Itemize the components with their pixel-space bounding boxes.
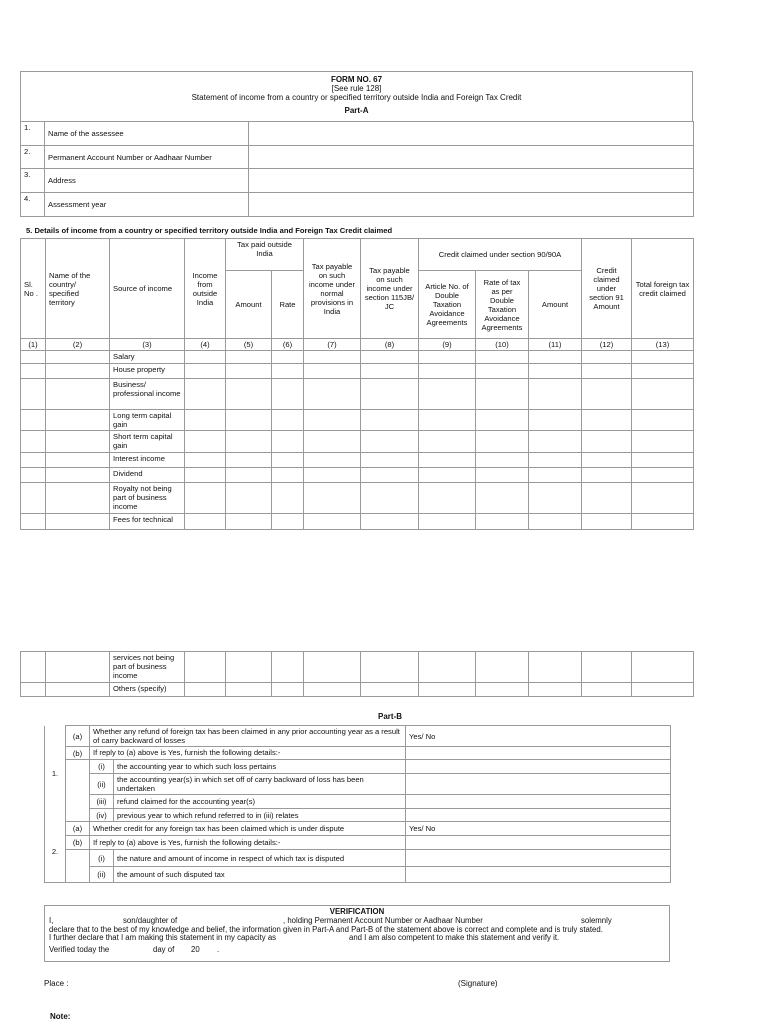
col-number: (11)	[529, 339, 582, 351]
income-value-cell[interactable]	[46, 468, 110, 483]
income-value-cell[interactable]	[529, 514, 582, 530]
income-value-cell[interactable]	[304, 514, 361, 530]
income-table	[20, 238, 694, 530]
income-value-cell[interactable]	[185, 431, 226, 453]
income-value-cell[interactable]	[46, 652, 110, 683]
part-a-row-no: 2.	[21, 146, 45, 169]
q2-sub-spacer	[66, 850, 90, 883]
q1-sub-text: previous year to which refund referred to in (iii) relates	[114, 809, 406, 822]
income-value-cell[interactable]	[632, 468, 694, 483]
income-value-cell[interactable]	[419, 410, 476, 431]
income-value-cell[interactable]	[226, 351, 272, 364]
income-source-cell: Salary	[110, 351, 185, 364]
part-a-row-value[interactable]	[249, 169, 694, 193]
income-value-cell[interactable]	[632, 483, 694, 514]
part-a-row-label: Name of the assessee	[45, 122, 249, 146]
income-value-cell[interactable]	[419, 483, 476, 514]
income-value-cell[interactable]	[582, 514, 632, 530]
income-row	[21, 364, 694, 379]
income-value-cell[interactable]	[185, 652, 226, 683]
income-value-cell[interactable]	[185, 468, 226, 483]
income-value-cell[interactable]	[21, 453, 46, 468]
col-number: (3)	[110, 339, 185, 351]
header-slno: Sl. No .	[21, 239, 46, 339]
part-a-row-label: Assessment year	[45, 193, 249, 217]
part-a-row-value[interactable]	[249, 122, 694, 146]
note-label: Note:	[50, 1012, 71, 1021]
income-value-cell[interactable]	[632, 453, 694, 468]
income-value-cell[interactable]	[272, 453, 304, 468]
q1-sub-label: (ii)	[90, 774, 114, 795]
income-value-cell[interactable]	[582, 468, 632, 483]
income-value-cell[interactable]	[529, 431, 582, 453]
income-row	[21, 468, 694, 483]
income-value-cell[interactable]	[185, 410, 226, 431]
income-value-cell[interactable]	[226, 410, 272, 431]
income-row	[21, 683, 694, 697]
part-b-title: Part-B	[378, 712, 403, 721]
income-value-cell[interactable]	[185, 683, 226, 697]
q2-a-text: Whether credit for any foreign tax has been claimed which is under dispute	[90, 822, 406, 836]
verification-pan-text: , holding Permanent Account Number or Aadhaar Number	[283, 915, 483, 925]
income-value-cell[interactable]	[272, 351, 304, 364]
income-value-cell[interactable]	[272, 379, 304, 410]
header-credit-9090a: Credit claimed under section 90/90A	[419, 239, 582, 271]
income-value-cell[interactable]	[529, 453, 582, 468]
income-value-cell[interactable]	[529, 379, 582, 410]
income-value-cell[interactable]	[632, 652, 694, 683]
income-value-cell[interactable]	[361, 410, 419, 431]
income-value-cell[interactable]	[361, 468, 419, 483]
income-value-cell[interactable]	[632, 410, 694, 431]
form-subtitle: Statement of income from a country or specified territory outside India and Foreign Tax Credit	[191, 93, 522, 102]
col-number: (2)	[46, 339, 110, 351]
q1-sub-label: (i)	[90, 760, 114, 774]
q2-sub-text: the amount of such disputed tax	[114, 867, 406, 883]
col-number: (13)	[632, 339, 694, 351]
verification-year: 20	[191, 945, 200, 955]
income-value-cell[interactable]	[304, 431, 361, 453]
income-value-cell[interactable]	[185, 351, 226, 364]
income-value-cell[interactable]	[582, 652, 632, 683]
income-value-cell[interactable]	[419, 652, 476, 683]
col-number: (12)	[582, 339, 632, 351]
q2-b-answer[interactable]	[406, 836, 671, 850]
verification-son-daughter: son/daughter of	[123, 915, 178, 925]
q1-sub-answer[interactable]	[406, 795, 671, 809]
income-value-cell[interactable]	[272, 483, 304, 514]
verification-competent: and I am also competent to make this statement and verify it.	[349, 933, 560, 943]
q1-a-label: (a)	[66, 726, 90, 747]
income-value-cell[interactable]	[419, 514, 476, 530]
part-b-table	[44, 725, 671, 883]
income-source-cell: Others (specify)	[110, 683, 185, 697]
income-value-cell[interactable]	[304, 410, 361, 431]
income-value-cell[interactable]	[272, 410, 304, 431]
income-value-cell[interactable]	[632, 364, 694, 379]
income-value-cell[interactable]	[226, 364, 272, 379]
part-a-row-no: 3.	[21, 169, 45, 193]
q1-a-answer[interactable]: Yes/ No	[406, 726, 671, 747]
income-source-cell: Long term capital gain	[110, 410, 185, 431]
income-value-cell[interactable]	[632, 379, 694, 410]
income-value-cell[interactable]	[304, 351, 361, 364]
header-normal: Tax payable on such income under normal provisions in India	[304, 239, 361, 339]
income-value-cell[interactable]	[304, 683, 361, 697]
q1-sub-text: the accounting year to which such loss pertains	[114, 760, 406, 774]
income-row	[21, 431, 694, 453]
income-value-cell[interactable]	[21, 410, 46, 431]
income-value-cell[interactable]	[582, 431, 632, 453]
q2-sub-label: (ii)	[90, 867, 114, 883]
income-value-cell[interactable]	[272, 652, 304, 683]
income-value-cell[interactable]	[476, 431, 529, 453]
q1-sub-text: refund claimed for the accounting year(s)	[114, 795, 406, 809]
verification-declare: declare that to the best of my knowledge and belief, the information given in Part-A and Part-B of the statement above is correct and complete and is truly stated.	[49, 924, 603, 934]
income-value-cell[interactable]	[185, 453, 226, 468]
verification-capacity: I further declare that I am making this statement in my capacity as	[49, 933, 277, 943]
income-value-cell[interactable]	[419, 468, 476, 483]
income-value-cell[interactable]	[529, 483, 582, 514]
income-value-cell[interactable]	[185, 483, 226, 514]
verification-period: .	[217, 945, 220, 955]
income-value-cell[interactable]	[185, 514, 226, 530]
part-a-row-value[interactable]	[249, 146, 694, 169]
place-label: Place :	[44, 979, 69, 988]
income-value-cell[interactable]	[419, 364, 476, 379]
form-rule: [See rule 128]	[331, 84, 382, 93]
q1-sub-label: (iii)	[90, 795, 114, 809]
income-value-cell[interactable]	[21, 514, 46, 530]
income-value-cell[interactable]	[529, 410, 582, 431]
income-value-cell[interactable]	[21, 379, 46, 410]
income-value-cell[interactable]	[632, 431, 694, 453]
income-value-cell[interactable]	[21, 351, 46, 364]
income-value-cell[interactable]	[272, 683, 304, 697]
income-row	[21, 652, 694, 683]
income-value-cell[interactable]	[226, 431, 272, 453]
income-value-cell[interactable]	[476, 379, 529, 410]
income-value-cell[interactable]	[21, 364, 46, 379]
col-number: (1)	[21, 339, 46, 351]
income-row	[21, 514, 694, 530]
income-value-cell[interactable]	[226, 468, 272, 483]
part-a-title: Part-A	[344, 106, 369, 115]
col-number: (6)	[272, 339, 304, 351]
col-number: (4)	[185, 339, 226, 351]
q2-a-answer[interactable]: Yes/ No	[406, 822, 671, 836]
income-value-cell[interactable]	[272, 468, 304, 483]
income-value-cell[interactable]	[529, 683, 582, 697]
header-dtaa-rate: Rate of tax as per Double Taxation Avoidance Agreements	[476, 271, 529, 339]
income-value-cell[interactable]	[361, 364, 419, 379]
header-source: Source of income	[110, 239, 185, 339]
q1-sub-answer[interactable]	[406, 760, 671, 774]
income-value-cell[interactable]	[272, 514, 304, 530]
income-value-cell[interactable]	[304, 453, 361, 468]
col-number: (8)	[361, 339, 419, 351]
income-value-cell[interactable]	[632, 514, 694, 530]
income-source-cell: services not being part of business income	[110, 652, 185, 683]
income-value-cell[interactable]	[304, 468, 361, 483]
part-a-row-label: Address	[45, 169, 249, 193]
section-5-title: 5. Details of income from a country or specified territory outside India and Foreign Tax Credit claimed	[26, 226, 393, 235]
part-a-row-label: Permanent Account Number or Aadhaar Number	[45, 146, 249, 169]
income-row	[21, 483, 694, 514]
part-a-row-no: 1.	[21, 122, 45, 146]
q2-sub-answer[interactable]	[406, 867, 671, 883]
income-value-cell[interactable]	[46, 379, 110, 410]
part-a-row-value[interactable]	[249, 193, 694, 217]
income-value-cell[interactable]	[419, 379, 476, 410]
q2-sub-label: (i)	[90, 850, 114, 867]
income-value-cell[interactable]	[419, 431, 476, 453]
income-source-cell: Business/ professional income	[110, 379, 185, 410]
header-country: Name of the country/ specified territory	[46, 239, 110, 339]
income-value-cell[interactable]	[226, 652, 272, 683]
income-value-cell[interactable]	[21, 683, 46, 697]
income-source-cell: Royalty not being part of business income	[110, 483, 185, 514]
income-value-cell[interactable]	[46, 683, 110, 697]
income-source-cell: Dividend	[110, 468, 185, 483]
income-value-cell[interactable]	[476, 351, 529, 364]
header-rate: Rate	[272, 271, 304, 339]
income-value-cell[interactable]	[185, 364, 226, 379]
verification-day-of: day of	[153, 945, 175, 955]
header-taxpaid: Tax paid outside India	[226, 239, 304, 271]
income-row	[21, 351, 694, 364]
q2-sub-text: the nature and amount of income in respect of which tax is disputed	[114, 850, 406, 867]
income-value-cell[interactable]	[46, 483, 110, 514]
income-value-cell[interactable]	[419, 351, 476, 364]
income-value-cell[interactable]	[361, 351, 419, 364]
header-sec91: Credit claimed under section 91 Amount	[582, 239, 632, 339]
income-value-cell[interactable]	[582, 364, 632, 379]
q2-a-label: (a)	[66, 822, 90, 836]
income-row	[21, 453, 694, 468]
form-number: FORM NO. 67	[330, 75, 383, 84]
verification-title: VERIFICATION	[329, 907, 385, 916]
income-value-cell[interactable]	[529, 652, 582, 683]
q1-sub-spacer	[66, 760, 90, 822]
income-value-cell[interactable]	[476, 468, 529, 483]
income-value-cell[interactable]	[361, 514, 419, 530]
q1-sub-answer[interactable]	[406, 809, 671, 822]
income-source-cell: Fees for technical	[110, 514, 185, 530]
income-value-cell[interactable]	[476, 410, 529, 431]
income-value-cell[interactable]	[185, 379, 226, 410]
header-mat: Tax payable on such income under section 115JB/ JC	[361, 239, 419, 339]
income-value-cell[interactable]	[46, 351, 110, 364]
income-value-cell[interactable]	[21, 483, 46, 514]
income-value-cell[interactable]	[361, 431, 419, 453]
q1-number: 1.	[45, 726, 66, 822]
income-value-cell[interactable]	[582, 379, 632, 410]
income-value-cell[interactable]	[529, 364, 582, 379]
income-value-cell[interactable]	[419, 453, 476, 468]
income-value-cell[interactable]	[46, 431, 110, 453]
form-header	[20, 71, 693, 121]
q2-sub-answer[interactable]	[406, 850, 671, 867]
income-value-cell[interactable]	[476, 483, 529, 514]
income-value-cell[interactable]	[46, 364, 110, 379]
q1-b-answer[interactable]	[406, 747, 671, 760]
income-value-cell[interactable]	[476, 514, 529, 530]
q1-b-text: If reply to (a) above is Yes, furnish the following details:-	[90, 747, 406, 760]
income-value-cell[interactable]	[21, 468, 46, 483]
q1-sub-text: the accounting year(s) in which set off of carry backward of loss has been undertaken	[114, 774, 406, 795]
income-value-cell[interactable]	[304, 483, 361, 514]
q1-sub-answer[interactable]	[406, 774, 671, 795]
q1-b-label: (b)	[66, 747, 90, 760]
income-source-cell: Short term capital gain	[110, 431, 185, 453]
header-credit-amount: Amount	[529, 271, 582, 339]
income-source-cell: House property	[110, 364, 185, 379]
income-value-cell[interactable]	[46, 514, 110, 530]
income-value-cell[interactable]	[361, 652, 419, 683]
income-value-cell[interactable]	[272, 431, 304, 453]
income-value-cell[interactable]	[582, 410, 632, 431]
part-a-row-no: 4.	[21, 193, 45, 217]
part-a-table	[20, 121, 694, 217]
q2-b-text: If reply to (a) above is Yes, furnish the following details:-	[90, 836, 406, 850]
income-value-cell[interactable]	[582, 351, 632, 364]
header-income: Income from outside India	[185, 239, 226, 339]
income-value-cell[interactable]	[632, 351, 694, 364]
income-value-cell[interactable]	[529, 468, 582, 483]
income-value-cell[interactable]	[582, 483, 632, 514]
income-value-cell[interactable]	[21, 431, 46, 453]
income-value-cell[interactable]	[46, 410, 110, 431]
header-article: Article No. of Double Taxation Avoidance Agreements	[419, 271, 476, 339]
income-value-cell[interactable]	[46, 453, 110, 468]
q2-b-label: (b)	[66, 836, 90, 850]
income-value-cell[interactable]	[476, 683, 529, 697]
header-total: Total foreign tax credit claimed	[632, 239, 694, 339]
q1-a-text: Whether any refund of foreign tax has been claimed in any prior accounting year as a result of carry backward of losses	[90, 726, 406, 747]
col-number: (7)	[304, 339, 361, 351]
income-value-cell[interactable]	[304, 652, 361, 683]
income-value-cell[interactable]	[226, 683, 272, 697]
verification-i: I,	[49, 915, 54, 925]
income-value-cell[interactable]	[226, 483, 272, 514]
income-row	[21, 410, 694, 431]
income-value-cell[interactable]	[304, 379, 361, 410]
income-source-cell: Interest income	[110, 453, 185, 468]
income-value-cell[interactable]	[476, 652, 529, 683]
verification-solemnly: solemnly	[581, 915, 612, 925]
header-amount: Amount	[226, 271, 272, 339]
income-value-cell[interactable]	[361, 379, 419, 410]
income-value-cell[interactable]	[419, 683, 476, 697]
col-number: (9)	[419, 339, 476, 351]
q1-sub-label: (iv)	[90, 809, 114, 822]
col-number: (10)	[476, 339, 529, 351]
income-value-cell[interactable]	[21, 652, 46, 683]
income-value-cell[interactable]	[304, 364, 361, 379]
column-numbers-row	[21, 339, 694, 351]
verification-box	[44, 905, 670, 962]
income-value-cell[interactable]	[476, 364, 529, 379]
income-value-cell[interactable]	[226, 453, 272, 468]
income-table-continued	[20, 651, 694, 697]
income-value-cell[interactable]	[529, 351, 582, 364]
income-value-cell[interactable]	[361, 683, 419, 697]
income-value-cell[interactable]	[226, 514, 272, 530]
verification-verified-today: Verified today the	[49, 945, 110, 955]
income-value-cell[interactable]	[582, 453, 632, 468]
signature-label: (Signature)	[458, 979, 498, 988]
income-value-cell[interactable]	[476, 453, 529, 468]
income-value-cell[interactable]	[582, 683, 632, 697]
income-value-cell[interactable]	[272, 364, 304, 379]
q2-number: 2.	[45, 822, 66, 883]
income-row	[21, 379, 694, 410]
income-value-cell[interactable]	[632, 683, 694, 697]
income-value-cell[interactable]	[226, 379, 272, 410]
income-value-cell[interactable]	[361, 483, 419, 514]
income-value-cell[interactable]	[361, 453, 419, 468]
col-number: (5)	[226, 339, 272, 351]
